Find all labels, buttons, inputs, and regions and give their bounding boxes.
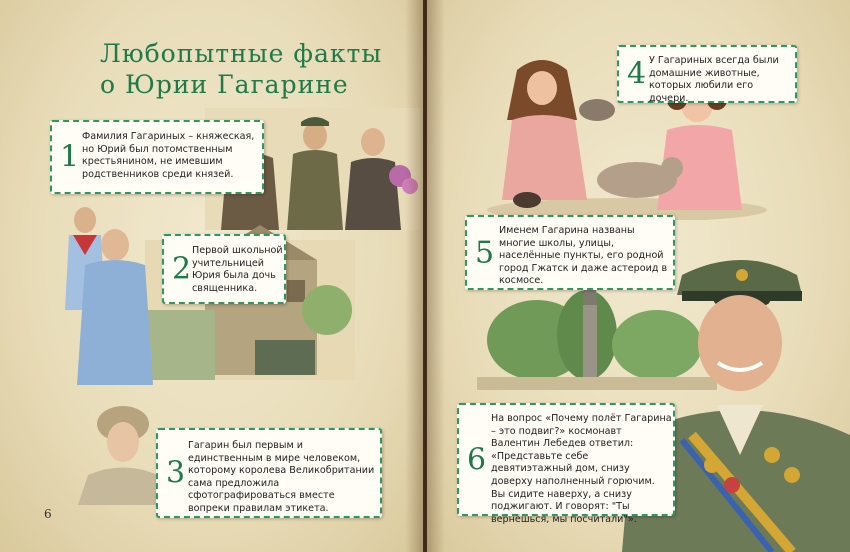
fact-3-text: Гагарин был первым и единственным в мире человеком, которому королева Великобритании сама предложила сфотографироваться вместе вопреки правилам этикета. [188,440,375,514]
fact-2-number: 2 [172,251,192,287]
page-title [100,38,383,100]
fact-2-text: Первой школьной учительницей Юрия была дочь священника. [192,245,283,294]
fact-1-text: Фамилия Гагариных – княжеская, но Юрий был потомственным крестьянином, не имевшим родственников среди князей. [82,131,255,180]
left-page [0,0,423,552]
fact-6-number: 6 [467,442,487,477]
page-number: 6 [44,507,52,521]
fact-4-text: У Гагариных всегда были домашние животные, которых любили его дочери. [649,55,779,104]
fact-3-number: 3 [166,455,186,491]
fact-4-number: 4 [627,56,647,92]
fact-3-box [156,428,382,518]
fact-2-box [162,234,286,304]
fact-6-box [457,403,675,525]
fact-1-number: 1 [60,139,80,175]
fact-1-box [50,120,264,194]
title-line-2: о Юрии Гагарине [100,70,349,99]
fact-5-number: 5 [475,235,495,270]
fact-5-text: Именем Гагарина названы многие школы, улицы, населённые пункты, его родной город Гжатск и даже астероид в космосе. [499,225,668,287]
title-line-1: Любопытные факты [100,39,383,68]
right-page [427,0,850,552]
fact-4-box [617,45,797,103]
fact-6-text: На вопрос «Почему полёт Гагарина – это подвиг?» космонавт Валентин Лебедев ответил: «Представьте себе девятиэтажный дом, снизу доверху наполненный горючим. Вы сидите наверху, а снизу поджигают. И говорят: "Ты вернёшься, мы посчитали"». [491,413,672,525]
